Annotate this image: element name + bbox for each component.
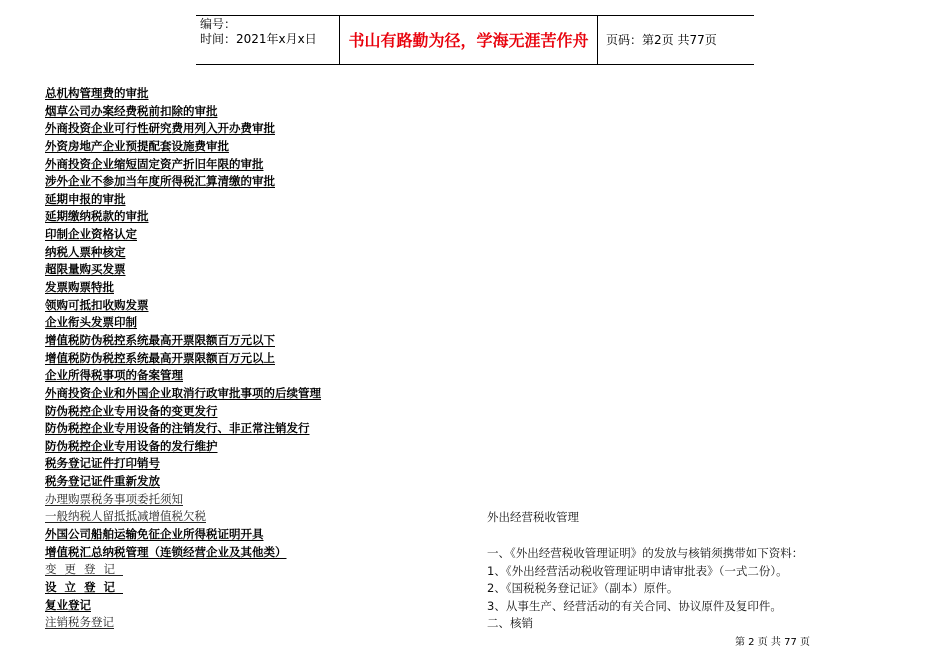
service-link[interactable]: 纳税人票种核定	[45, 244, 126, 259]
service-link[interactable]: 超限量购买发票	[45, 262, 126, 277]
service-link[interactable]: 注销税务登记	[45, 615, 114, 630]
service-link[interactable]: 总机构管理费的审批	[45, 86, 149, 100]
service-link[interactable]: 发票购票特批	[45, 280, 114, 295]
time-label: 时间：2021年x月x日	[200, 32, 317, 46]
motto: 书山有路勤为径，学海无涯苦作舟	[348, 30, 589, 50]
service-link[interactable]: 延期申报的审批	[45, 191, 126, 206]
number-label: 编号：	[200, 17, 237, 31]
service-link[interactable]: 领购可抵扣收购发票	[45, 297, 149, 312]
service-link[interactable]: 一般纳税人留抵抵减增值税欠税	[45, 509, 206, 524]
section-line-5: 二、核销	[487, 616, 533, 630]
section-line-3: 2、《国税税务登记证》（副本）原件。	[487, 581, 679, 595]
service-link[interactable]: 增值税汇总纳税管理（连锁经营企业及其他类）	[45, 544, 287, 559]
header-meta	[200, 17, 317, 47]
service-link[interactable]: 防伪税控企业专用设备的发行维护	[45, 438, 218, 453]
header-table	[196, 15, 754, 65]
service-link[interactable]: 税务登记证件重新发放	[45, 474, 160, 489]
service-link[interactable]: 外资房地产企业预提配套设施费审批	[45, 138, 229, 153]
service-link[interactable]: 烟草公司办案经费税前扣除的审批	[45, 103, 218, 118]
service-link[interactable]: 企业衔头发票印制	[45, 315, 137, 330]
service-link[interactable]: 办理购票税务事项委托须知	[45, 491, 183, 506]
service-link[interactable]: 设立登记	[45, 579, 123, 594]
section-line-1: 一、《外出经营税收管理证明》的发放与核销须携带如下资料：	[487, 546, 804, 560]
service-link[interactable]: 外商投资企业缩短固定资产折旧年限的审批	[45, 156, 264, 171]
service-link[interactable]: 增值税防伪税控系统最高开票限额百万元以下	[45, 332, 275, 347]
service-link[interactable]: 涉外企业不参加当年度所得税汇算清缴的审批	[45, 174, 275, 189]
service-link[interactable]: 变更登记	[45, 562, 123, 577]
service-link[interactable]: 企业所得税事项的备案管理	[45, 368, 183, 383]
service-link[interactable]: 复业登记	[45, 597, 91, 612]
page-label: 页码：第2页 共77页	[606, 33, 717, 47]
service-link[interactable]: 外商投资企业可行性研究费用列入开办费审批	[45, 121, 275, 136]
section-line-4: 3、从事生产、经营活动的有关合同、协议原件及复印件。	[487, 599, 782, 613]
service-link[interactable]: 防伪税控企业专用设备的注销发行、非正常注销发行	[45, 421, 310, 436]
service-link-list	[45, 85, 321, 632]
section-title: 外出经营税收管理	[487, 510, 579, 524]
service-link[interactable]: 延期缴纳税款的审批	[45, 209, 149, 224]
service-link[interactable]: 税务登记证件打印销号	[45, 456, 160, 471]
service-link[interactable]: 增值税防伪税控系统最高开票限额百万元以上	[45, 350, 275, 365]
service-link[interactable]: 防伪税控企业专用设备的变更发行	[45, 403, 218, 418]
section-line-2: 1、《外出经营活动税收管理证明申请审批表》（一式二份）。	[487, 564, 788, 578]
service-link[interactable]: 外国公司船舶运输免征企业所得税证明开具	[45, 527, 264, 542]
header-divider-right	[597, 15, 598, 65]
service-link[interactable]: 外商投资企业和外国企业取消行政审批事项的后续管理	[45, 385, 321, 400]
service-link[interactable]: 印制企业资格认定	[45, 227, 137, 242]
page-footer: 第 2 页 共 77 页	[735, 637, 810, 648]
